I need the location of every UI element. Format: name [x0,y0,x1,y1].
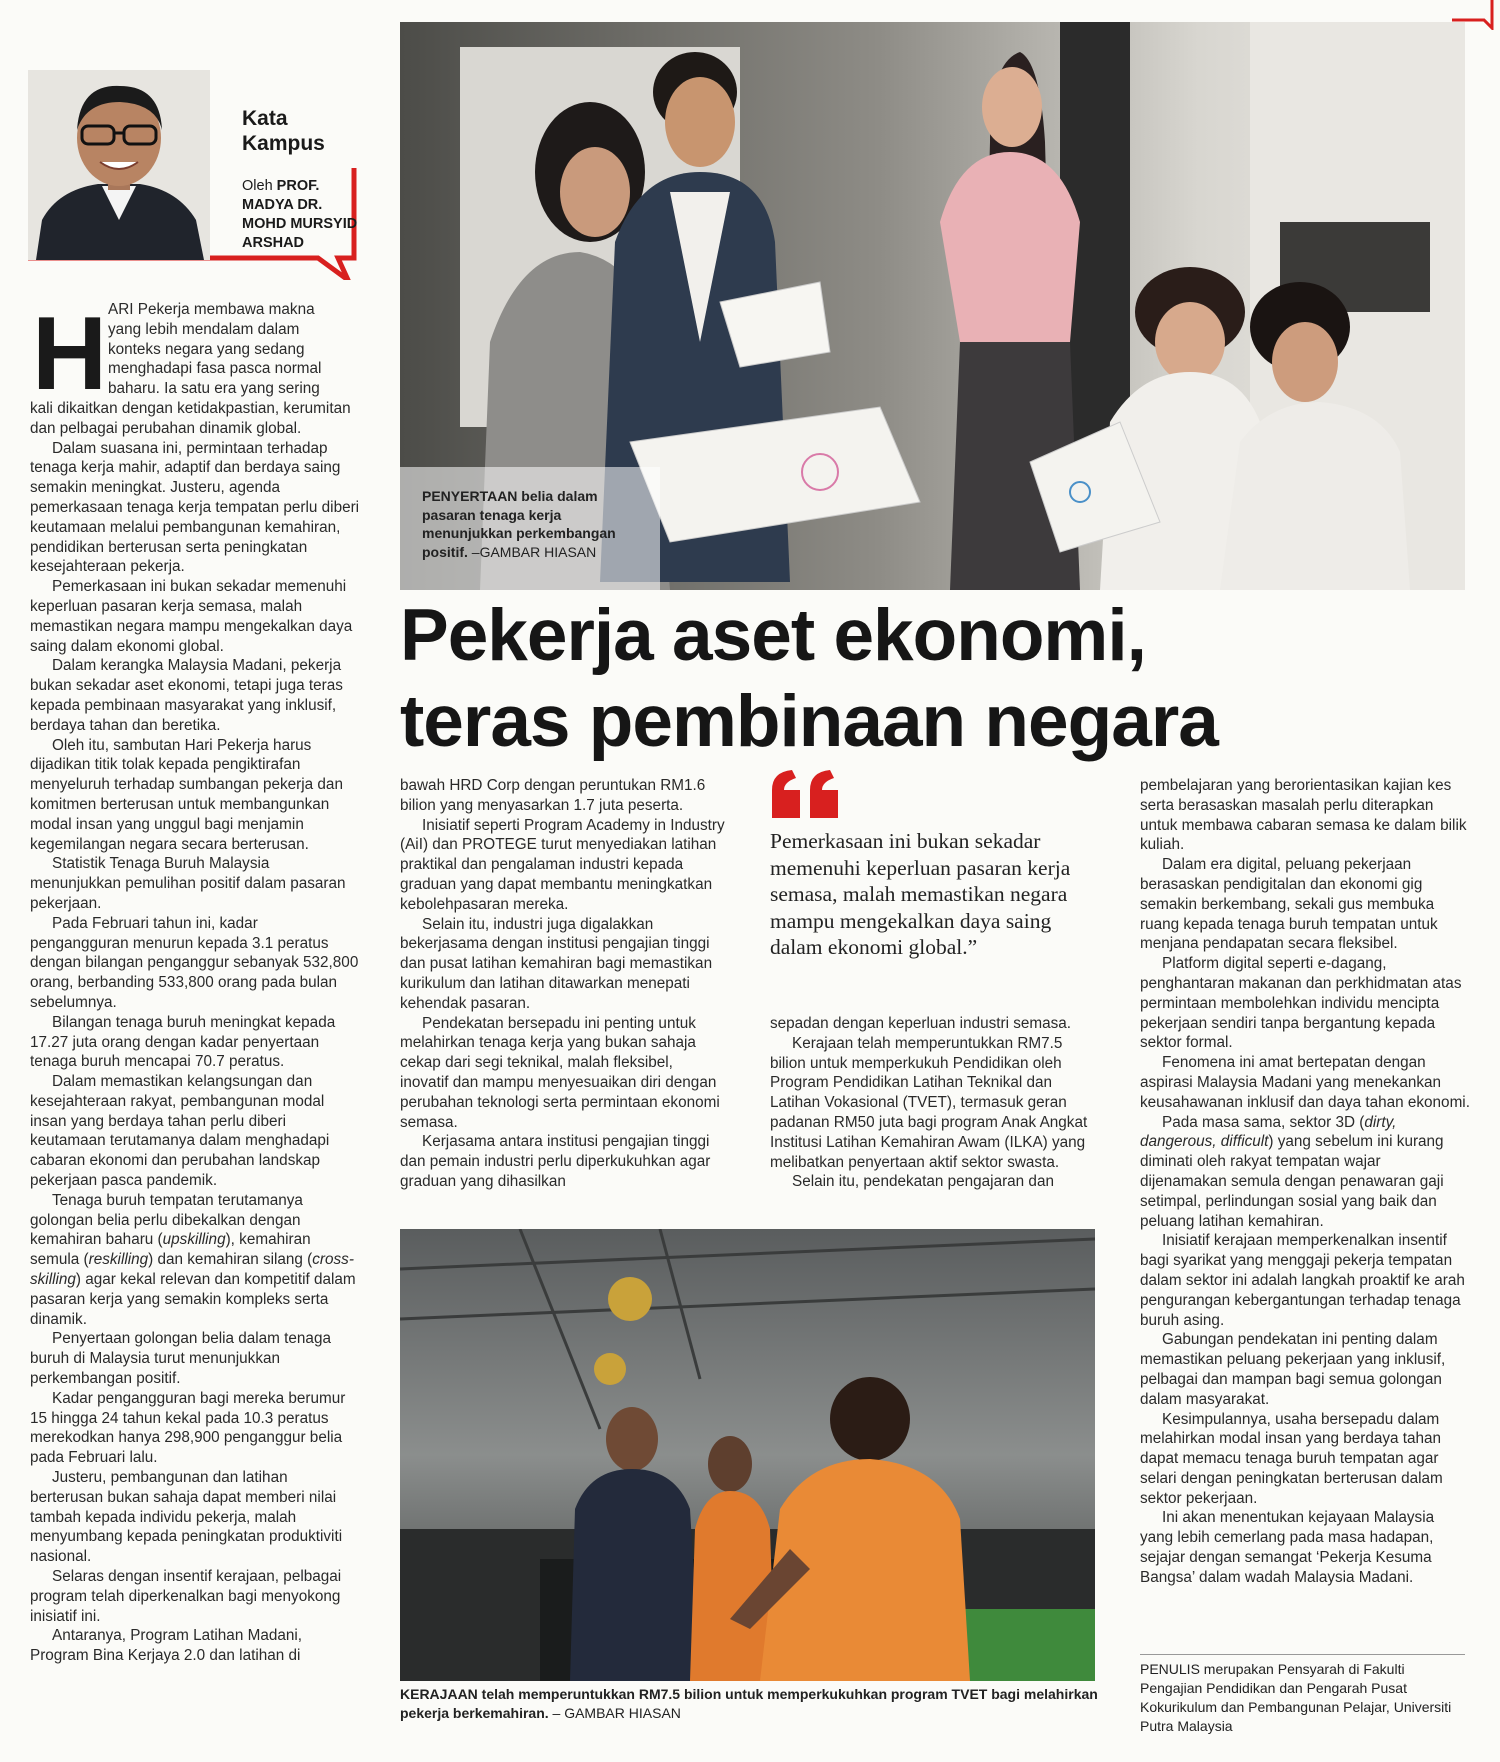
paragraph: Selaras dengan insentif kerajaan, pelbagai program telah diperkenalkan bagi menyokong inisiatif ini. [30,1568,342,1625]
paragraph: Justeru, pembangunan dan latihan berterusan bukan sahaja dapat memberi nilai tambah kepada individu pekerja, malah menyumbang kepada peningkatan produktiviti nasional. [30,1469,343,1566]
paragraph: Inisiatif seperti Program Academy in Industry (AiI) dan PROTEGE turut menyediakan latihan praktikal dan pengalaman industri kepada graduan yang dapat membantu meningkatkan kebolehpasaran mereka. [400,816,725,913]
pull-quote: Pemerkasaan ini bukan sekadar memenuhi keperluan pasaran kerja semasa, malah memastikan negara mampu mengekalkan daya saing dalam ekonomi global.” [770,829,1071,959]
paragraph: Statistik Tenaga Buruh Malaysia menunjukkan pemulihan positif dalam pasaran pekerjaan. [30,855,346,912]
paragraph: Dalam memastikan kelangsungan dan kesejahteraan rakyat, pembangunan modal insan yang berdaya tahan perlu diberi keutamaan terutamanya dalam menghadapi cabaran ekonomi dan perubahan landskap pekerjaan pasca pandemik. [30,1073,330,1190]
paragraph: Tenaga buruh tempatan terutamanya golongan belia perlu dibekalkan dengan kemahiran baharu (upskilling), kemahiran semula (reskilling) dan kemahiran silang (cross-skilling) agar kekal relevan dan kompetitif dalam pasaran kerja yang semakin kompleks serta dinamik. [30,1191,356,1328]
paragraph: Kerjasama antara institusi pengajian tinggi dan pemain industri perlu diperkukuhkan agar graduan yang dihasilkan [400,1133,711,1190]
paragraph: pembelajaran yang berorientasikan kajian kes serta berasaskan masalah perlu diterapkan untuk membawa cabaran semasa ke dalam bilik kuliah. [1140,777,1467,854]
top-photo-caption [422,487,652,561]
paragraph: sepadan dengan keperluan industri semasa. [770,1015,1072,1032]
drop-cap: H [32,296,108,412]
byline-prefix: Oleh [242,178,273,194]
article-column-2 [400,776,725,1192]
article-column-1 [30,399,360,1666]
paragraph: Pemerkasaan ini bukan sekadar memenuhi keperluan pasaran kerja semasa, malah memastikan negara mampu mengekalkan daya saing dalam ekonomi global. [30,578,353,655]
paragraph: Dalam era digital, peluang pekerjaan berasaskan pendigitalan dan ekonomi gig semakin berkembang, sekali gus membuka ruang kepada tenaga buruh tempatan untuk menjana pendapatan secara fleksibel. [1140,856,1438,953]
quote-mark-icon [770,768,842,820]
article-column-3 [770,1014,1100,1192]
paragraph: kali dikaitkan dengan ketidakpastian, kerumitan dan pelbagai perubahan dinamik global. [30,400,351,437]
paragraph: Selain itu, pendekatan pengajaran dan [792,1173,1054,1191]
paragraph: Pendekatan bersepadu ini penting untuk melahirkan tenaga kerja yang bukan sahaja cekap dari segi teknikal, malah fleksibel, inovatif dan mampu menyesuaikan diri dengan perubahan teknologi serta permintaan ekonomi semasa. [400,1014,720,1131]
paragraph: bawah HRD Corp dengan peruntukan RM1.6 bilion yang menyasarkan 1.7 juta peserta. [400,777,706,814]
bottom-caption-credit: – GAMBAR HIASAN [548,1704,681,1721]
paragraph: Antaranya, Program Latihan Madani, Program Bina Kerjaya 2.0 dan latihan di [30,1627,302,1665]
bottom-caption-lead: KERAJAAN [400,1686,478,1702]
top-caption-credit: –GAMBAR HIASAN [467,543,597,560]
author-photo [28,70,210,260]
column-name: Kata Kampus [242,107,325,155]
headline-line-2: teras pembinaan negara [400,681,1218,762]
paragraph: Ini akan menentukan kejayaan Malaysia yang lebih cemerlang pada masa hadapan, sejajar dengan semangat ‘Pekerja Kesuma Bangsa’ dalam wadah Malaysia Madani. [1140,1509,1435,1586]
paragraph: Kesimpulannya, usaha bersepadu dalam melahirkan modal insan yang berdaya tahan dapat memacu tenaga buruh tempatan agar selari dengan peningkatan berterusan dalam sektor pekerjaan. [1140,1410,1443,1507]
author-box [28,70,358,260]
paragraph: Gabungan pendekatan ini penting dalam memastikan peluang pekerjaan yang inklusif, pelbagai dan mampan bagi semua golongan dalam masyarakat. [1140,1331,1446,1408]
paragraph: Selain itu, industri juga digalakkan bekerjasama dengan institusi pengajian tinggi dan pusat latihan kemahiran bagi memastikan kurikulum dan latihan ditawarkan menepati kehendak pasaran. [400,915,713,1012]
paragraph: Dalam suasana ini, permintaan terhadap tenaga kerja mahir, adaptif dan berdaya saing semakin meningkat. Justeru, agenda pemerkasaan tenaga kerja tempatan perlu diberi keutamaan melalui pembangunan kemahiran, pendidikan berterusan serta peningkatan kesejahteraan pekerja. [30,439,360,576]
paragraph: Oleh itu, sambutan Hari Pekerja harus dijadikan titik tolak kepada pengiktirafan menyeluruh terhadap sumbangan pekerja dan komitmen berterusan untuk membangunkan modal insan yang unggul bagi menjamin kegemilangan negara secara berterusan. [30,736,343,853]
paragraph: Platform digital seperti e-dagang, penghantaran makanan dan perkhidmatan atas permintaan membolehkan individu mencipta pekerjaan sendiri tanpa bergantung kepada sektor formal. [1140,955,1462,1052]
article-lead: ARI Pekerja membawa makna yang lebih mendalam dalam konteks negara yang sedang menghadapi fasa pasca normal baharu. Ia satu era yang sering [108,301,322,398]
bottom-photo [400,1229,1095,1681]
paragraph: Kerajaan telah memperuntukkan RM7.5 bilion untuk memperkukuh Pendidikan oleh Program Pendidikan Latihan Teknikal dan Latihan Vokasional (TVET), termasuk geran padanan RM50 juta bagi program Anak Angkat Institusi Latihan Kemahiran Awam (ILKA) yang melibatkan penyertaan aktif sektor swasta. [770,1034,1088,1171]
author-name-4: ARSHAD [242,235,305,251]
paragraph: Fenomena ini amat bertepatan dengan aspirasi Malaysia Madani yang menekankan keusahawanan inklusif dan daya tahan ekonomi. [1140,1054,1470,1111]
article-column-4 [1140,776,1470,1588]
paragraph: Penyertaan golongan belia dalam tenaga buruh di Malaysia turut menunjukkan perkembangan positif. [30,1330,331,1388]
byline [242,177,357,253]
bottom-caption-text: telah memperuntukkan RM7.5 bilion untuk memperkukuhkan program TVET bagi melahirkan pekerja berkemahiran. [400,1686,1098,1721]
headline-line-1: Pekerja aset ekonomi, [400,595,1146,676]
author-note: PENULIS merupakan Pensyarah di Fakulti Pengajian Pendidikan dan Pengarah Pusat Kokurikulum dan Pembangunan Pelajar, Universiti Putra Malaysia [1140,1661,1452,1734]
author-name-1: PROF. [276,178,320,194]
divider [1140,1654,1465,1655]
top-caption-text: belia dalam pasaran tenaga kerja menunjukkan perkembangan positif. [422,488,616,560]
author-name-2: MADYA DR. [242,197,323,213]
paragraph: Pada masa sama, sektor 3D (dirty, dangerous, difficult) yang sebelum ini kurang diminati oleh rakyat tempatan wajar dijenamakan semula dengan penawaran gaji setimpal, perlindungan sosial yang baik dan peluang latihan kemahiran. [1140,1113,1444,1230]
top-caption-lead: PENYERTAAN [422,488,518,504]
author-name-3: MOHD MURSYID [242,216,358,232]
paragraph: Dalam kerangka Malaysia Madani, pekerja bukan sekadar aset ekonomi, tetapi juga teras kepada pembinaan masyarakat yang inklusif, berdaya tahan dan beretika. [30,657,343,734]
paragraph: Pada Februari tahun ini, kadar pengangguran menurun kepada 3.1 peratus dengan bilangan penganggur sebanyak 532,800 orang, berbanding 533,800 orang pada bulan sebelumnya. [30,914,359,1011]
headline [400,593,1460,765]
paragraph: Inisiatif kerajaan memperkenalkan insentif bagi syarikat yang menggaji pekerja tempatan dalam sektor ini adalah langkah proaktif ke arah pengurangan kebergantungan terhadap tenaga buruh asing. [1140,1232,1465,1329]
paragraph: Kadar pengangguran bagi mereka berumur 15 hingga 24 tahun kekal pada 10.3 peratus merekodkan hanya 298,900 penganggur belia pada Februari lalu. [30,1389,346,1467]
paragraph: Bilangan tenaga buruh meningkat kepada 17.27 juta orang dengan kadar penyertaan tenaga buruh mencapai 70.7 peratus. [30,1013,336,1071]
bottom-photo-caption [400,1685,1100,1722]
